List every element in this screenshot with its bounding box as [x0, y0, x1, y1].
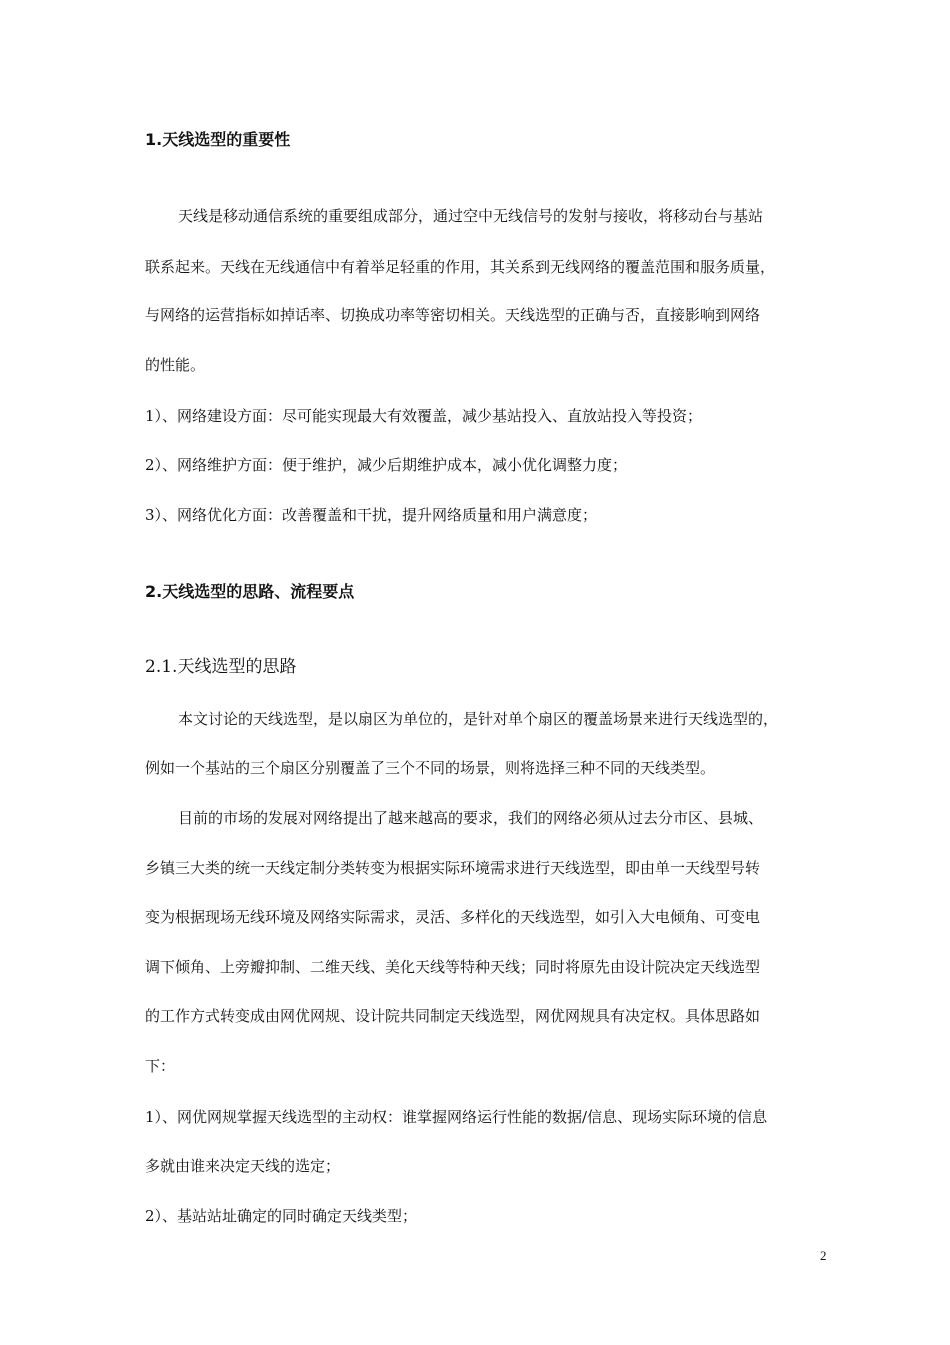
subsection-paragraph-line: 变为根据现场无线环境及网络实际需求，灵活、多样化的天线选型，如引入大电倾角、可变电 [145, 908, 761, 926]
section-1-paragraph-line: 与网络的运营指标如掉话率、切换成功率等密切相关。天线选型的正确与否，直接影响到网络 [145, 306, 761, 324]
subsection-paragraph-line: 例如一个基站的三个扇区分别覆盖了三个不同的场景，则将选择三种不同的天线类型。 [145, 759, 716, 777]
section-1-paragraph-line: 的性能。 [145, 356, 206, 374]
section-1-list-item: 1）、网络建设方面：尽可能实现最大有效覆盖，减少基站投入、直放站投入等投资； [145, 407, 703, 425]
subsection-list-item: 1）、网优网规掌握天线选型的主动权：谁掌握网络运行性能的数据/信息、现场实际环境的信息 [145, 1108, 768, 1126]
subsection-list-item: 多就由谁来决定天线的选定； [145, 1157, 341, 1175]
section-1-heading: 1.天线选型的重要性 [145, 130, 291, 149]
section-1-paragraph-line: 天线是移动通信系统的重要组成部分，通过空中无线信号的发射与接收，将移动台与基站 [178, 207, 764, 225]
subsection-paragraph-line: 本文讨论的天线选型，是以扇区为单位的，是针对单个扇区的覆盖场景来进行天线选型的， [178, 710, 779, 728]
subsection-2-1-heading: 2.1.天线选型的思路 [145, 657, 297, 677]
section-1-list-item: 3）、网络优化方面：改善覆盖和干扰，提升网络质量和用户满意度； [145, 506, 598, 524]
subsection-list-item: 2）、基站站址确定的同时确定天线类型； [145, 1207, 418, 1225]
section-2-heading: 2.天线选型的思路、流程要点 [145, 582, 355, 601]
subsection-paragraph-line: 目前的市场的发展对网络提出了越来越高的要求，我们的网络必须从过去分市区、县城、 [178, 809, 764, 827]
subsection-paragraph-line: 的工作方式转变成由网优网规、设计院共同制定天线选型，网优网规具有决定权。具体思路如 [145, 1007, 761, 1025]
subsection-paragraph-line: 乡镇三大类的统一天线定制分类转变为根据实际环境需求进行天线选型，即由单一天线型号转 [145, 859, 761, 877]
section-1-list-item: 2）、网络维护方面：便于维护，减少后期维护成本，减小优化调整力度； [145, 456, 628, 474]
section-1-paragraph-line: 联系起来。天线在无线通信中有着举足轻重的作用，其关系到无线网络的覆盖范围和服务质量， [145, 258, 776, 276]
subsection-paragraph-line: 下： [145, 1057, 176, 1075]
page-number: 2 [820, 1248, 827, 1263]
subsection-paragraph-line: 调下倾角、上旁瓣抑制、二维天线、美化天线等特种天线；同时将原先由设计院决定天线选型 [145, 958, 761, 976]
